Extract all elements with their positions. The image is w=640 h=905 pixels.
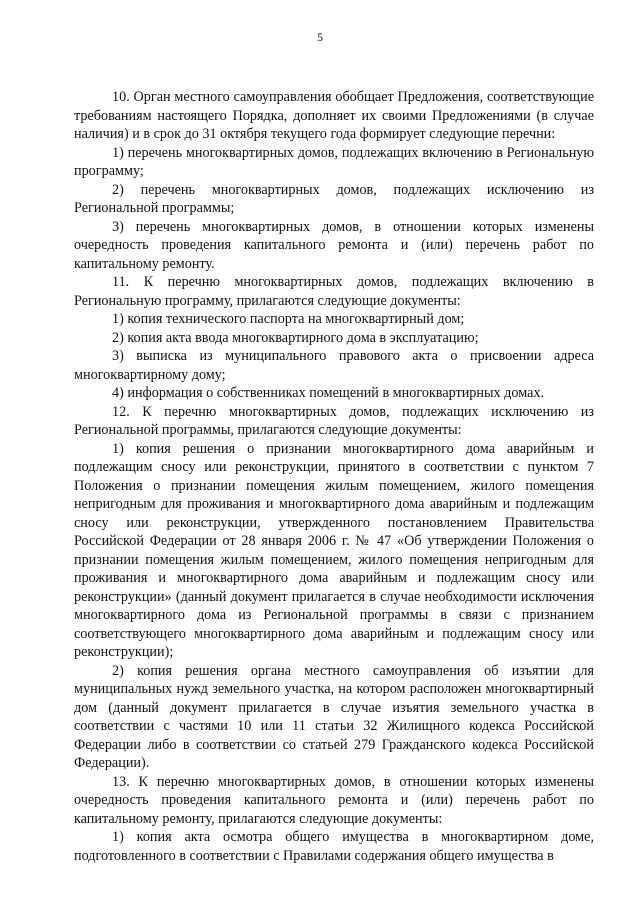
list-item-10-2: 2) перечень многоквартирных домов, подлежащих исключению из Региональной программы; — [74, 181, 594, 216]
document-body — [74, 88, 594, 865]
list-item-11-3: 3) выписка из муниципального правового акта о присвоении адреса многоквартирному дому; — [74, 348, 594, 383]
page-number: 5 — [317, 30, 323, 44]
list-item-11-4: 4) информация о собственниках помещений в многоквартирных домах. — [112, 385, 545, 401]
list-item-13-1: 1) копия акта осмотра общего имущества в многоквартирном доме, подготовленного в соответствии с Правилами содержания общего имущества в — [74, 829, 594, 864]
list-item-12-2: 2) копия решения органа местного самоуправления об изъятии для муниципальных нужд земельного участка, на котором расположен многоквартирный дом (данный документ прилагается в случае изъятия земельного участка в соответствии с частями 10 или 11 статьи 32 Жилищного кодекса Российской Федерации либо в соответствии со статьей 279 Гражданского кодекса Российской Федерации). — [74, 662, 594, 771]
paragraph-11: 11. К перечню многоквартирных домов, подлежащих включению в Региональную программу, прилагаются следующие документы: — [74, 274, 594, 309]
list-item-11-2: 2) копия акта ввода многоквартирного дома в эксплуатацию; — [112, 329, 479, 346]
list-item-10-1: 1) перечень многоквартирных домов, подлежащих включению в Региональную программу; — [74, 144, 594, 179]
paragraph-13: 13. К перечню многоквартирных домов, в отношении которых изменены очередность проведения капитального ремонта и (или) перечень работ по капитальному ремонту, прилагаются следующие документы: — [74, 773, 594, 827]
paragraph-10: 10. Орган местного самоуправления обобщает Предложения, соответствующие требованиям настоящего Порядка, дополняет их своими Предложениями (в случае наличия) и в срок до 31 октября текущего года формирует следующие перечни: — [74, 89, 594, 142]
list-item-10-3: 3) перечень многоквартирных домов, в отношении которых изменены очередность проведения капитального ремонта и (или) перечень работ по капитальному ремонту. — [74, 218, 594, 272]
list-item-11-1: 1) копия технического паспорта на многоквартирный дом; — [112, 311, 465, 327]
paragraph-12: 12. К перечню многоквартирных домов, подлежащих исключению из Региональной программы, прилагаются следующие документы: — [74, 403, 594, 438]
list-item-12-1: 1) копия решения о признании многоквартирного дома аварийным и подлежащим сносу или реконструкции, принятого в соответствии с пунктом 7 Положения о признании помещения жилым помещением, жилого помещения непригодным для проживания и многоквартирного дома аварийным и подлежащим сносу или реконструкции, утвержденного постановлением Правительства Российской Федерации от 28 января 2006 г. № 47 «Об утверждении Положения о признании помещения жилым помещением, жилого помещения непригодным для проживания и многоквартирного дома аварийным и подлежащим сносу или реконструкции» (данный документ прилагается в случае необходимости исключения многоквартирного дома из Региональной программы в связи с признанием соответствующего многоквартирного дома аварийным и подлежащим сносу или реконструкции); — [74, 440, 594, 660]
